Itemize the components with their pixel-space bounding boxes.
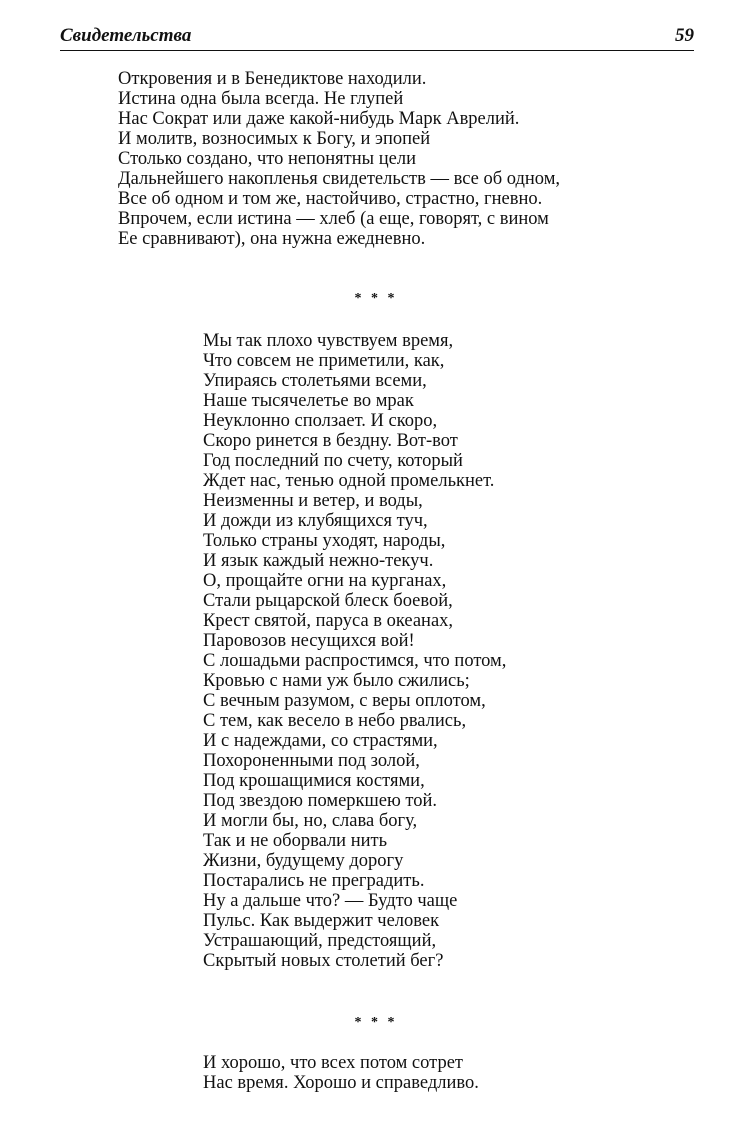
running-header (60, 24, 694, 51)
stanza-2 (203, 331, 506, 971)
poem-line: Нас Сократ или даже какой-нибудь Марк Аврелий. (118, 109, 520, 129)
poem-line: Жизни, будущему дорогу (203, 851, 404, 871)
poem-line: И молитв, возносимых к Богу, и эпопей (118, 129, 431, 149)
poem-line: Дальнейшего накопленья свидетельств — все об одном, (118, 169, 561, 189)
stanza-1 (118, 69, 560, 249)
poem-line: С тем, как весело в небо рвались, (203, 711, 467, 731)
poem-line: Столько создано, что непонятны цели (118, 149, 416, 169)
poem-line: И могли бы, но, слава богу, (203, 811, 418, 831)
poem-line: Только страны уходят, народы, (203, 531, 446, 551)
poem-line: Впрочем, если истина — хлеб (а еще, говорят, с вином (118, 209, 549, 229)
poem-line: Под звездою померкшею той. (203, 791, 438, 811)
poem-line: И язык каждый нежно-текуч. (203, 551, 434, 571)
poem-line: Ждет нас, тенью одной промелькнет. (203, 471, 495, 491)
poem-line: Устрашающий, предстоящий, (203, 931, 437, 951)
poem-line: Нас время. Хорошо и справедливо. (203, 1073, 479, 1093)
poem-line: С лошадьми распростимся, что потом, (203, 651, 507, 671)
poem-line: Неуклонно сползает. И скоро, (203, 411, 438, 431)
poem-line: И дожди из клубящихся туч, (203, 511, 428, 531)
running-head-title: Свидетельства (60, 25, 192, 46)
section-separator: * * * (354, 1015, 398, 1030)
poem-line: Кровью с нами уж было сжились; (203, 671, 470, 691)
poem-line: О, прощайте огни на курганах, (203, 571, 447, 591)
poem-line: С вечным разумом, с веры оплотом, (203, 691, 486, 711)
poem-line: Ну а дальше что? — Будто чаще (203, 891, 458, 911)
poem-line: Пульс. Как выдержит человек (203, 911, 440, 931)
poem-line: И хорошо, что всех потом сотрет (203, 1053, 464, 1073)
poem-line: Паровозов несущихся вой! (203, 631, 415, 651)
poem-line: Скоро ринется в бездну. Вот-вот (203, 431, 458, 451)
page-number: 59 (675, 25, 694, 46)
poem-line: И с надеждами, со страстями, (203, 731, 438, 751)
poem-line: Упираясь столетьями всеми, (203, 371, 427, 391)
poem-line: Откровения и в Бенедиктове находили. (118, 69, 427, 89)
section-separator: * * * (354, 291, 398, 306)
poem-line: Все об одном и том же, настойчиво, страстно, гневно. (118, 189, 543, 209)
poem-line: Крест святой, паруса в океанах, (203, 611, 454, 631)
poem-line: Постарались не преградить. (203, 871, 425, 891)
stanza-3 (203, 1053, 479, 1093)
poem-line: Так и не оборвали нить (203, 831, 388, 851)
poem-line: Скрытый новых столетий бег? (203, 951, 444, 971)
poem-line: Похороненными под золой, (203, 751, 420, 771)
poem-line: Под крошащимися костями, (203, 771, 425, 791)
poem-line: Наше тысячелетье во мрак (203, 391, 414, 411)
poem-line: Истина одна была всегда. Не глупей (118, 89, 404, 109)
poem-line: Стали рыцарской блеск боевой, (203, 591, 453, 611)
poem-line: Ее сравнивают), она нужна ежедневно. (118, 229, 426, 249)
poem-line: Неизменны и ветер, и воды, (203, 491, 423, 511)
poem-line: Что совсем не приметили, как, (203, 351, 445, 371)
poem-line: Мы так плохо чувствуем время, (203, 331, 454, 351)
poem-line: Год последний по счету, который (203, 451, 463, 471)
